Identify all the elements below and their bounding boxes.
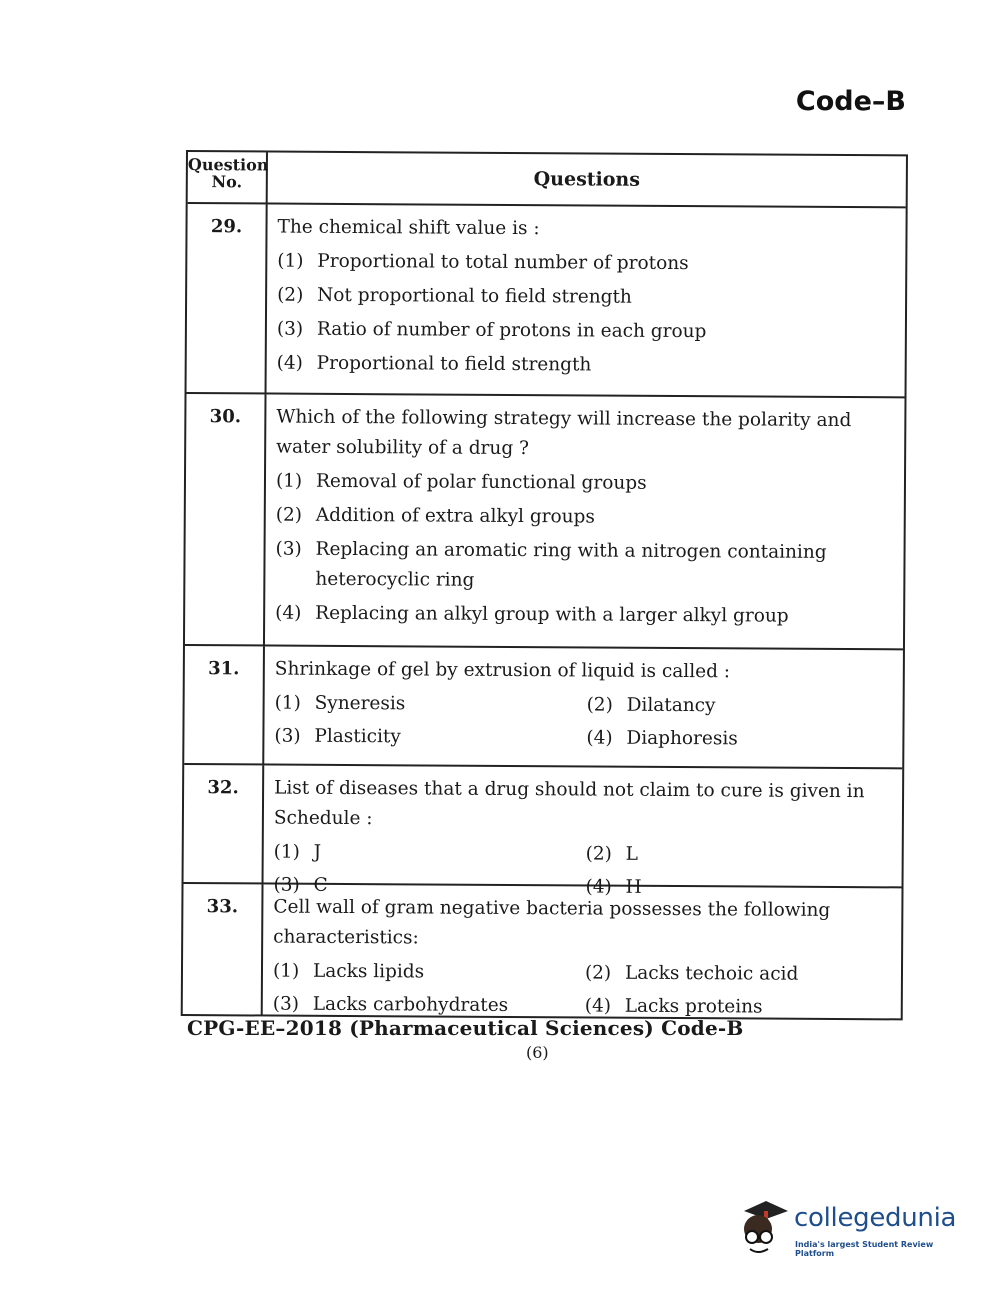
option bbox=[275, 535, 895, 599]
option bbox=[277, 315, 897, 349]
option-number: (2) bbox=[586, 694, 613, 716]
option-number: (3) bbox=[275, 538, 302, 560]
option bbox=[277, 247, 897, 281]
option bbox=[586, 839, 894, 871]
watermark-logo bbox=[736, 1197, 966, 1257]
question-stem: Shrinkage of gel by extrusion of liquid is called : bbox=[274, 658, 731, 683]
page-number: (6) bbox=[526, 1043, 549, 1062]
option-text: Not proportional to field strength bbox=[317, 284, 632, 308]
option-number: (3) bbox=[272, 993, 300, 1015]
option bbox=[276, 467, 896, 501]
question-body bbox=[263, 884, 902, 1018]
option-text: Lacks techoic acid bbox=[624, 962, 799, 985]
option-number: (4) bbox=[275, 602, 302, 624]
question-stem: The chemical shift value is : bbox=[277, 216, 540, 240]
question-table bbox=[181, 150, 908, 1020]
watermark-brand: collegedunia bbox=[794, 1203, 957, 1233]
option-grid bbox=[274, 689, 894, 759]
option-number: (2) bbox=[585, 843, 612, 865]
option-text: H bbox=[625, 876, 642, 898]
option-number: (4) bbox=[276, 352, 303, 374]
option bbox=[274, 838, 586, 870]
question-row bbox=[187, 204, 906, 398]
question-stem: List of diseases that a drug should not claim to cure is given in Schedule : bbox=[273, 777, 865, 830]
option-number: (3) bbox=[274, 725, 301, 747]
option-text: Diaphoresis bbox=[626, 727, 738, 750]
question-body bbox=[264, 765, 903, 898]
table-header bbox=[188, 152, 906, 208]
option-text: C bbox=[313, 874, 328, 896]
question-number: 30. bbox=[185, 394, 267, 644]
option-number: (4) bbox=[585, 876, 612, 898]
option bbox=[275, 689, 587, 721]
page-code-label: Code–B bbox=[795, 86, 906, 117]
question-body bbox=[267, 204, 906, 396]
option-text: Plasticity bbox=[314, 725, 401, 748]
option-number: (1) bbox=[272, 960, 300, 982]
option-text: Replacing an alkyl group with a larger alkyl group bbox=[315, 602, 789, 627]
option-number: (1) bbox=[275, 470, 303, 492]
option-number: (3) bbox=[276, 318, 304, 340]
option-number: (3) bbox=[273, 874, 300, 896]
option bbox=[585, 958, 893, 990]
question-row bbox=[184, 646, 903, 769]
option-text: Proportional to field strength bbox=[316, 352, 592, 376]
option-number: (1) bbox=[273, 841, 300, 863]
option-text: Lacks proteins bbox=[624, 995, 763, 1018]
option bbox=[587, 690, 895, 722]
question-row bbox=[185, 394, 905, 650]
option-number: (2) bbox=[277, 284, 304, 306]
option-text: Syneresis bbox=[314, 692, 406, 715]
column-header-questions: Questions bbox=[533, 168, 641, 191]
option-text: Addition of extra alkyl groups bbox=[315, 504, 596, 528]
option-number: (2) bbox=[584, 962, 612, 984]
option-text: Removal of polar functional groups bbox=[315, 470, 647, 494]
question-number: 32. bbox=[184, 765, 265, 882]
question-body bbox=[264, 646, 903, 767]
column-header-number: Question No. bbox=[188, 152, 268, 202]
option-number: (1) bbox=[277, 250, 304, 272]
option-number: (2) bbox=[275, 504, 303, 526]
watermark-tagline: India's largest Student Review Platform bbox=[795, 1240, 934, 1258]
mascot-icon bbox=[736, 1197, 792, 1257]
option-text: Lacks lipids bbox=[312, 960, 425, 983]
question-number: 31. bbox=[184, 646, 265, 763]
footer-title: CPG-EE–2018 (Pharmaceutical Sciences) Code-B bbox=[187, 1016, 744, 1040]
option bbox=[275, 599, 895, 633]
option-number: (1) bbox=[274, 692, 301, 714]
question-body bbox=[265, 394, 905, 648]
question-row bbox=[184, 765, 903, 898]
question-stem: Which of the following strategy will increase the polarity and water solubility of a drug ? bbox=[276, 406, 852, 460]
option-text: Ratio of number of protons in each group bbox=[316, 318, 707, 343]
question-number: 33. bbox=[183, 884, 264, 1014]
option-text: L bbox=[625, 843, 639, 865]
option bbox=[274, 722, 586, 754]
option-text: Replacing an aromatic ring with a nitrogen containing heterocyclic ring bbox=[315, 538, 827, 591]
option-text: Dilatancy bbox=[626, 694, 716, 717]
option-text: Proportional to total number of protons bbox=[317, 250, 689, 275]
option-text: Lacks carbohydrates bbox=[312, 993, 509, 1016]
option bbox=[276, 501, 896, 535]
question-row bbox=[183, 884, 902, 1018]
option bbox=[277, 349, 897, 383]
question-number: 29. bbox=[187, 204, 268, 392]
option bbox=[277, 281, 897, 315]
option-text: J bbox=[313, 841, 322, 863]
option-number: (4) bbox=[584, 995, 612, 1017]
question-stem: Cell wall of gram negative bacteria possesses the following characteristics: bbox=[273, 896, 831, 949]
option bbox=[586, 723, 894, 755]
option-number: (4) bbox=[586, 727, 613, 749]
option bbox=[273, 957, 585, 989]
